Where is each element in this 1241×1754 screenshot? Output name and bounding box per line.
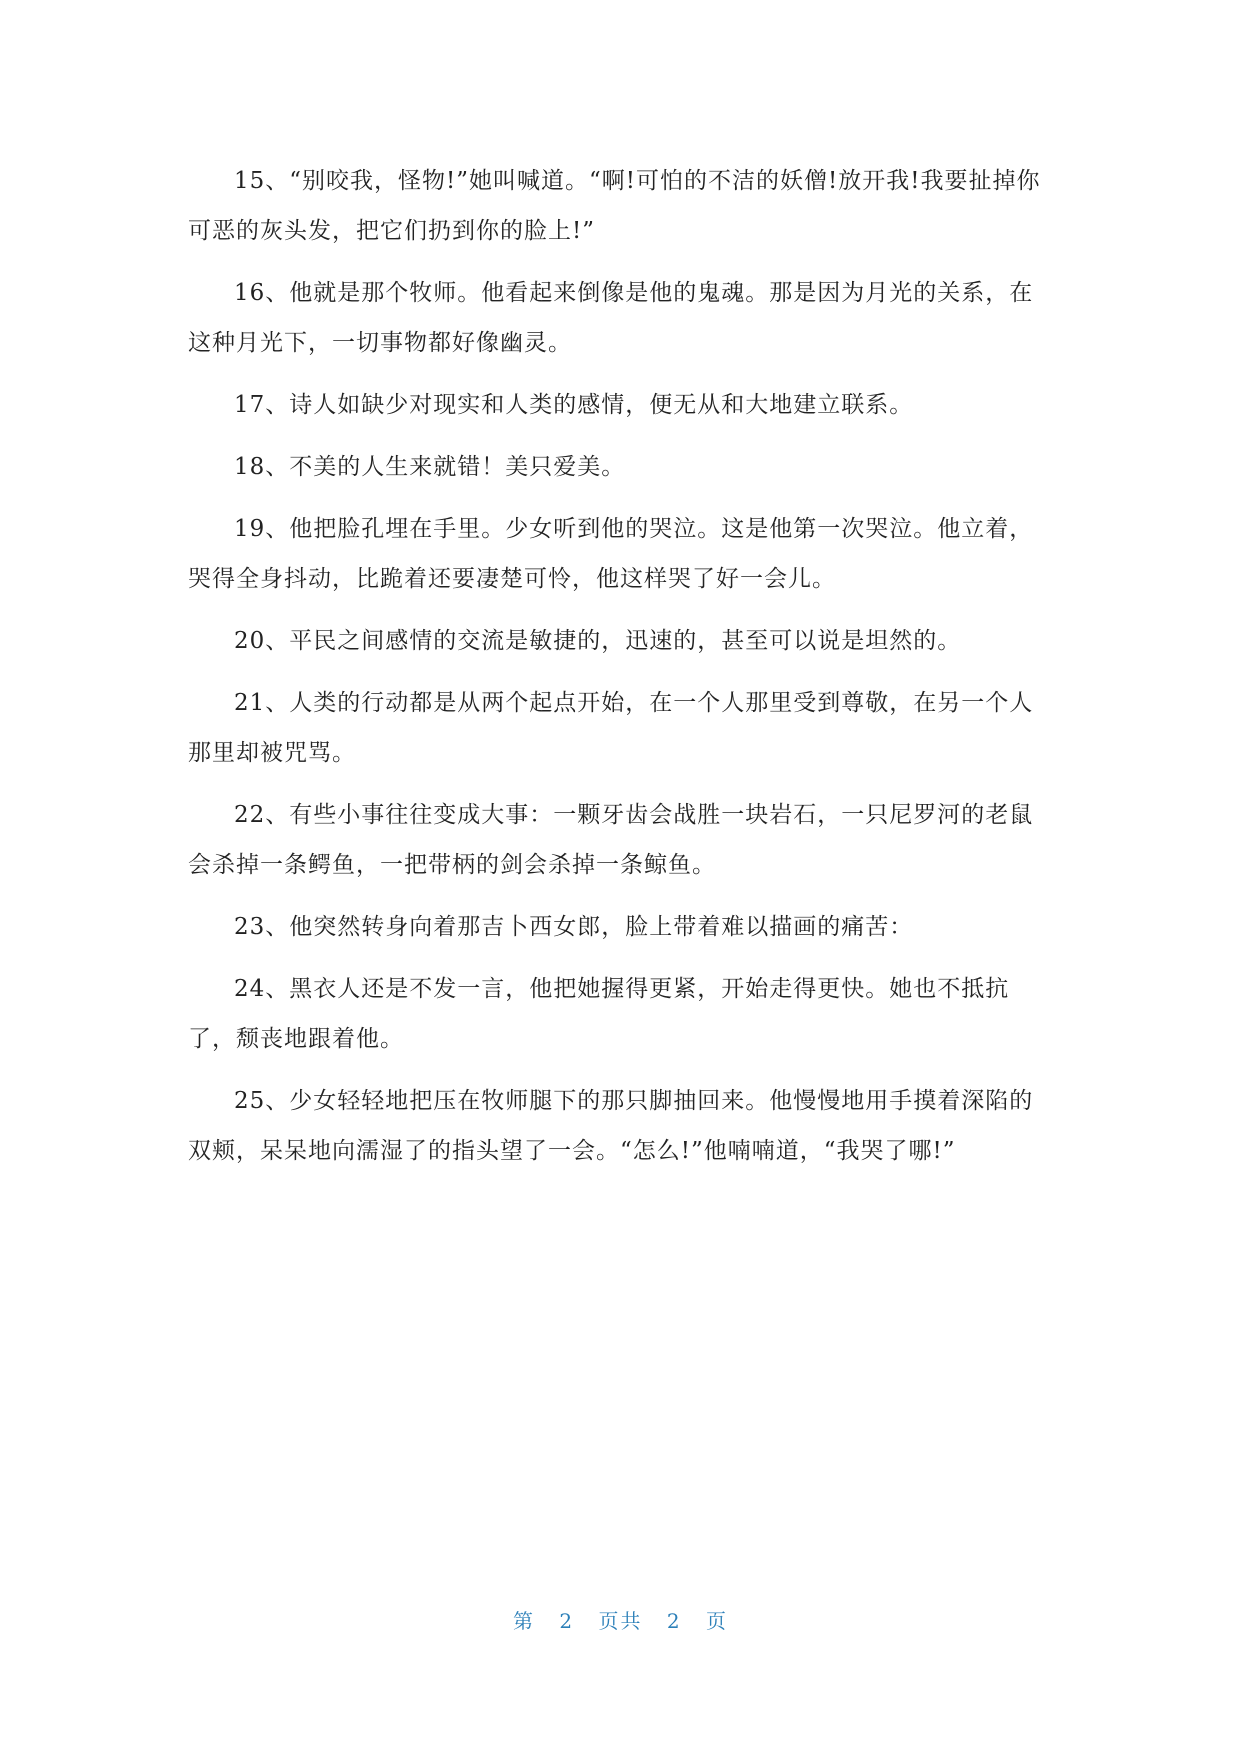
paragraph-21: 21、人类的行动都是从两个起点开始，在一个人那里受到尊敬，在另一个人那里却被咒骂。	[188, 690, 1034, 766]
paragraph-22: 22、有些小事往往变成大事：一颗牙齿会战胜一块岩石，一只尼罗河的老鼠会杀掉一条鳄鱼，一把带柄的剑会杀掉一条鲸鱼。	[188, 802, 1034, 878]
paragraph-16: 16、他就是那个牧师。他看起来倒像是他的鬼魂。那是因为月光的关系，在这种月光下，一切事物都好像幽灵。	[188, 280, 1034, 356]
page-footer	[0, 1605, 1241, 1634]
footer-middle: 页共	[598, 1609, 643, 1633]
footer-current-page: 2	[559, 1609, 575, 1633]
paragraph-15: 15、“别咬我，怪物!”她叫喊道。“啊!可怕的不洁的妖僧!放开我!我要扯掉你可恶的灰头发，把它们扔到你的脸上!”	[188, 168, 1041, 244]
paragraph-20: 20、平民之间感情的交流是敏捷的，迅速的，甚至可以说是坦然的。	[234, 628, 962, 654]
document-body	[188, 156, 1050, 1188]
footer-prefix: 第	[513, 1609, 536, 1633]
paragraph-23: 23、他突然转身向着那吉卜西女郎，脸上带着难以描画的痛苦：	[234, 914, 914, 940]
paragraph-24: 24、黑衣人还是不发一言，他把她握得更紧，开始走得更快。她也不抵抗了，颓丧地跟着他。	[188, 976, 1010, 1052]
footer-suffix: 页	[705, 1609, 728, 1633]
paragraph-25: 25、少女轻轻地把压在牧师腿下的那只脚抽回来。他慢慢地用手摸着深陷的双颊，呆呆地向濡湿了的指头望了一会。“怎么!”他喃喃道，“我哭了哪!”	[188, 1088, 1034, 1164]
footer-total-pages: 2	[666, 1609, 682, 1633]
paragraph-18: 18、不美的人生来就错！美只爱美。	[234, 454, 626, 480]
paragraph-17: 17、诗人如缺少对现实和人类的感情，便无从和大地建立联系。	[234, 392, 914, 418]
paragraph-19: 19、他把脸孔埋在手里。少女听到他的哭泣。这是他第一次哭泣。他立着，哭得全身抖动，比跪着还要凄楚可怜，他这样哭了好一会儿。	[188, 516, 1034, 592]
